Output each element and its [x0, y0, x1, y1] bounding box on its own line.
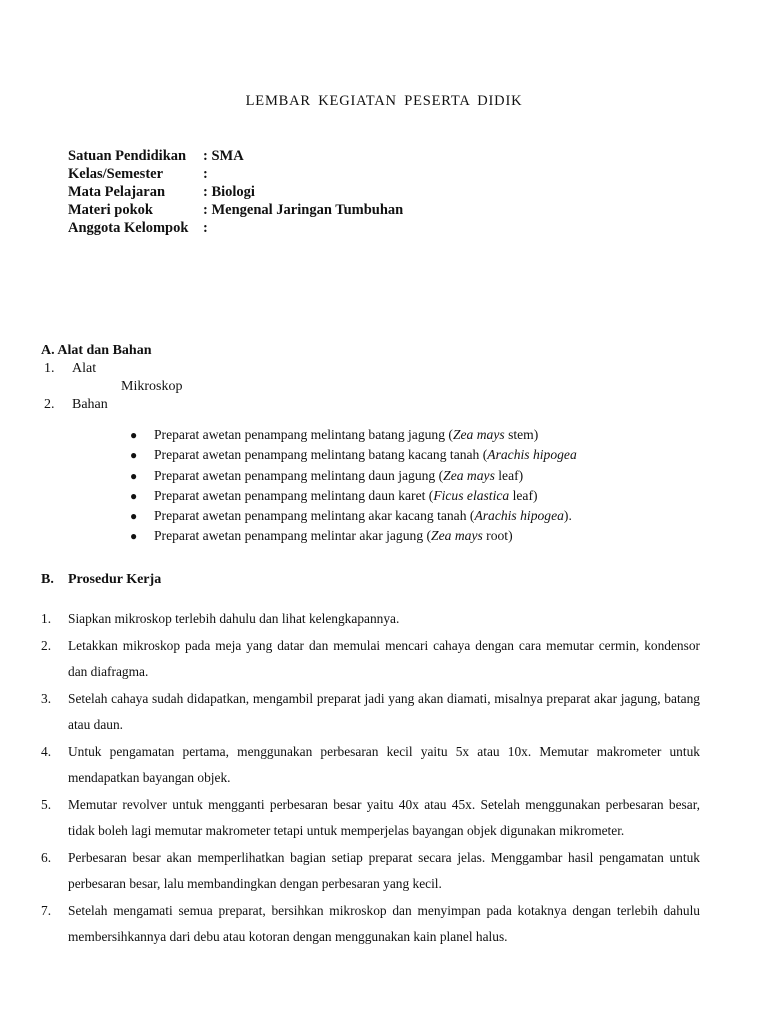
info-row-kelas-semester	[68, 165, 403, 183]
bahan-number: 2.	[44, 397, 55, 412]
info-row-materi-pokok	[68, 201, 403, 219]
section-a-heading: A. Alat dan Bahan	[41, 343, 152, 358]
list-item: ● Preparat awetan penampang melintang daun jagung (Zea mays leaf)	[130, 466, 577, 486]
section-b-title: Prosedur Kerja	[68, 572, 162, 587]
step-number: 7.	[41, 902, 52, 918]
procedure-step	[41, 633, 700, 686]
procedure-step	[41, 898, 700, 951]
step-text: Perbesaran besar akan memperlihatkan bagian setiap preparat secara jelas. Menggambar hasil pengamatan untuk perbesaran besar, lalu membandingkan dengan perbesaran yang kecil.	[68, 849, 700, 891]
info-row-satuan-pendidikan	[68, 147, 403, 165]
info-label: Materi pokok	[68, 202, 153, 218]
step-text: Siapkan mikroskop terlebih dahulu dan lihat kelengkapannya.	[68, 611, 400, 626]
info-value: : SMA	[203, 148, 244, 164]
info-label: Kelas/Semester	[68, 166, 164, 182]
procedure-step	[41, 686, 700, 739]
bahan-list	[130, 425, 577, 547]
alat-mikroskop: Mikroskop	[121, 379, 183, 394]
info-value: :	[203, 220, 208, 236]
step-number: 3.	[41, 690, 52, 706]
list-item: ● Preparat awetan penampang melintang akar kacang tanah (Arachis hipogea).	[130, 506, 577, 526]
info-row-anggota-kelompok	[68, 219, 403, 237]
procedure-list	[41, 606, 700, 951]
step-text: Letakkan mikroskop pada meja yang datar dan memulai mencari cahaya dengan cara memutar cermin, kondensor dan diafragma.	[68, 637, 700, 679]
bullet-icon: ●	[130, 529, 138, 544]
info-label: Anggota Kelompok	[68, 220, 189, 236]
procedure-step	[41, 739, 700, 792]
section-b-heading	[41, 572, 161, 588]
list-item: ● Preparat awetan penampang melintar akar jagung (Zea mays root)	[130, 526, 577, 546]
step-number: 2.	[41, 637, 52, 653]
alat-item	[44, 361, 96, 377]
step-number: 4.	[41, 743, 52, 759]
bahan-label: Bahan	[72, 397, 108, 412]
info-label: Mata Pelajaran	[68, 184, 166, 200]
step-number: 1.	[41, 611, 52, 626]
procedure-step	[41, 606, 700, 633]
procedure-step	[41, 845, 700, 898]
step-text: Setelah cahaya sudah didapatkan, mengambil preparat jadi yang akan diamati, misalnya preparat akar jagung, batang atau daun.	[68, 690, 700, 732]
info-value: :	[203, 166, 208, 182]
info-label: Satuan Pendidikan	[68, 148, 187, 164]
list-item: ● Preparat awetan penampang melintang daun karet (Ficus elastica leaf)	[130, 486, 577, 506]
alat-label: Alat	[72, 361, 97, 376]
step-text: Untuk pengamatan pertama, menggunakan perbesaran kecil yaitu 5x atau 10x. Memutar makrometer untuk mendapatkan bayangan objek.	[68, 743, 700, 785]
step-text: Setelah mengamati semua preparat, bersihkan mikroskop dan menyimpan pada kotaknya dengan terlebih dahulu membersihkannya dari debu atau kotoran dengan menggunakan kain planel halus.	[68, 902, 700, 944]
step-number: 6.	[41, 849, 52, 865]
page-title: LEMBAR KEGIATAN PESERTA DIDIK	[245, 93, 523, 109]
procedure-step	[41, 792, 700, 845]
bahan-item	[44, 397, 108, 413]
section-b-letter: B.	[41, 572, 54, 587]
info-value: : Mengenal Jaringan Tumbuhan	[203, 202, 404, 218]
bullet-icon: ●	[130, 488, 138, 503]
step-number: 5.	[41, 796, 52, 812]
step-text: Memutar revolver untuk mengganti perbesaran besar yaitu 40x atau 45x. Setelah menggunakan perbesaran besar, tidak boleh lagi memutar makrometer tetapi untuk memperjelas bayangan objek digunakan mikrometer.	[68, 796, 700, 838]
identity-block	[68, 147, 403, 237]
bullet-icon: ●	[130, 509, 138, 524]
info-value: : Biologi	[203, 184, 255, 200]
bullet-icon: ●	[130, 468, 138, 483]
bullet-icon: ●	[130, 448, 138, 463]
bullet-icon: ●	[130, 428, 138, 442]
list-item: ● Preparat awetan penampang melintang batang jagung (Zea mays stem)	[130, 425, 577, 445]
info-row-mata-pelajaran	[68, 183, 403, 201]
alat-number: 1.	[44, 361, 55, 376]
list-item: ● Preparat awetan penampang melintang batang kacang tanah (Arachis hipogea	[130, 445, 577, 465]
